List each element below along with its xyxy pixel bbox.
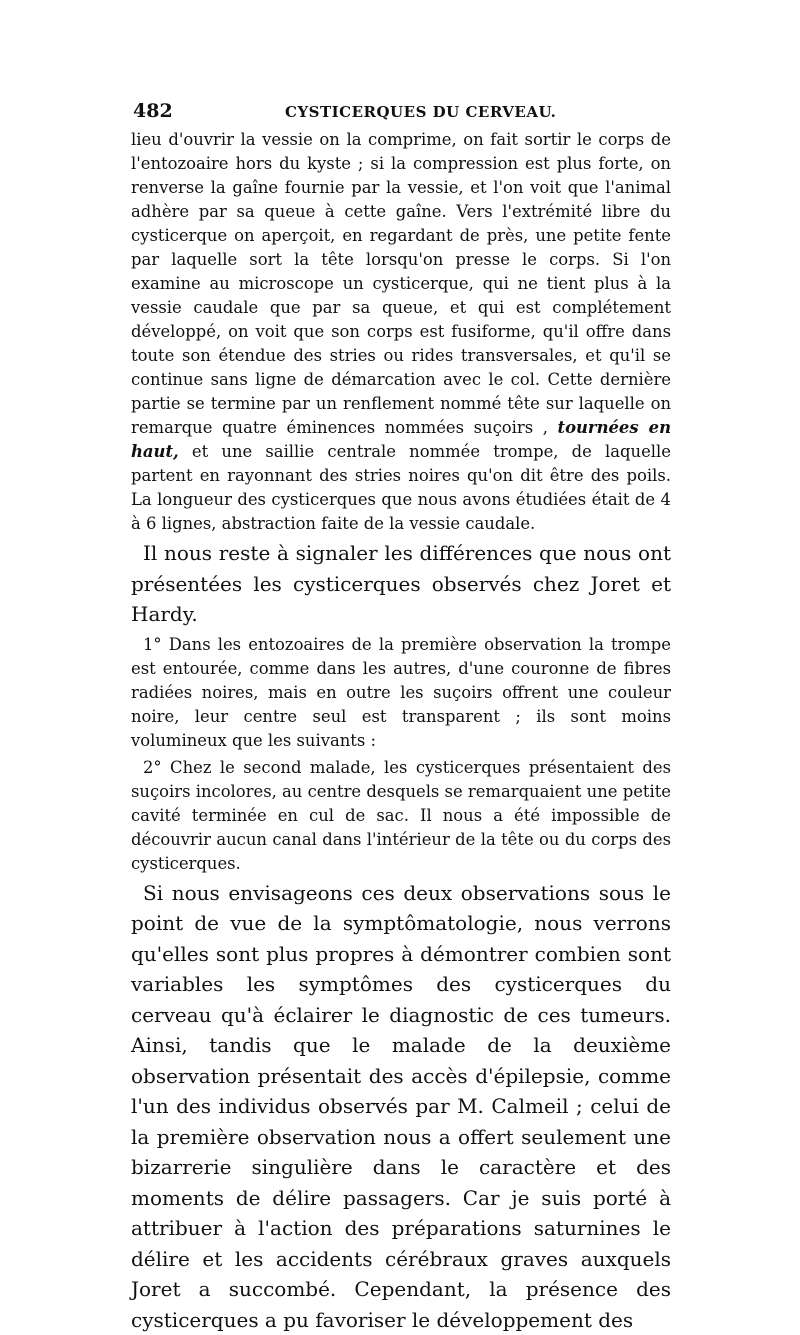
page-header	[133, 100, 673, 126]
paragraph-first-observation: 1° Dans les entozoaires de la première observation la trompe est entourée, comme dans les autres, d'une couronne de fibres radiées noires, mais en outre les suçoirs offrent une couleur noire, leur centre seul est transparent ; ils sont moins volumineux que les suivants :	[131, 633, 671, 753]
running-title: CYSTICERQUES DU CERVEAU.	[285, 103, 556, 121]
paragraph-text: et une saillie centrale nommée trompe, de laquelle partent en rayonnant des stries noires qu'on dit être des poils. La longueur des cysticerques que nous avons étudiées était de 4 à 6 lignes, abstraction faite de la vessie caudale.	[131, 442, 671, 533]
paragraph-cysticerque-description	[131, 128, 671, 536]
paragraph-symptomatology: Si nous envisageons ces deux observations sous le point de vue de la symptômatologie, nous verrons qu'elles sont plus propres à démontrer combien sont variables les symptômes des cysticerques du cerveau qu'à éclairer le diagnostic de ces tumeurs. Ainsi, tandis que le malade de la deuxième observation présentait des accès d'épilepsie, comme l'un des individus observés par M. Calmeil ; celui de la première observation nous a offert seulement une bizarrerie singulière dans le caractère et des moments de délire passagers. Car je suis porté à attribuer à l'action des préparations saturnines le délire et les accidents cérébraux graves auxquels Joret a succombé. Cependant, la présence des cysticerques a pu favoriser le développement des	[131, 878, 671, 1335]
italic-emphasis: tournées en haut,	[131, 418, 671, 461]
body-text	[131, 128, 671, 1335]
page-number: 482	[133, 100, 173, 122]
paragraph-text: lieu d'ouvrir la vessie on la comprime, on fait sortir le corps de l'entozoaire hors du kyste ; si la compression est plus forte, on renverse la gaîne fournie par la vessie, et l'on voit que l'animal adhère par sa queue à cette gaîne. Vers l'extrémité libre du cysticerque on aperçoit, en regardant de près, une petite fente par laquelle sort la tête lorsqu'on presse le corps. Si l'on examine au microscope un cysticerque, qui ne tient plus à la vessie caudale que par sa queue, et qui est complétement développé, on voit que son corps est fusiforme, qu'il offre dans toute son étendue des stries ou rides transversales, et qu'il se continue sans ligne de démarcation avec le col. Cette dernière partie se termine par un renflement nommé tête sur laquelle on remarque quatre éminences nommées suçoirs ,	[131, 130, 671, 437]
paragraph-differences: Il nous reste à signaler les différences que nous ont présentées les cysticerques observés chez Joret et Hardy.	[131, 538, 671, 630]
paragraph-second-observation: 2° Chez le second malade, les cysticerques présentaient des suçoirs incolores, au centre desquels se remarquaient une petite cavité terminée en cul de sac. Il nous a été impossible de découvrir aucun canal dans l'intérieur de la tête ou du corps des cysticerques.	[131, 756, 671, 876]
